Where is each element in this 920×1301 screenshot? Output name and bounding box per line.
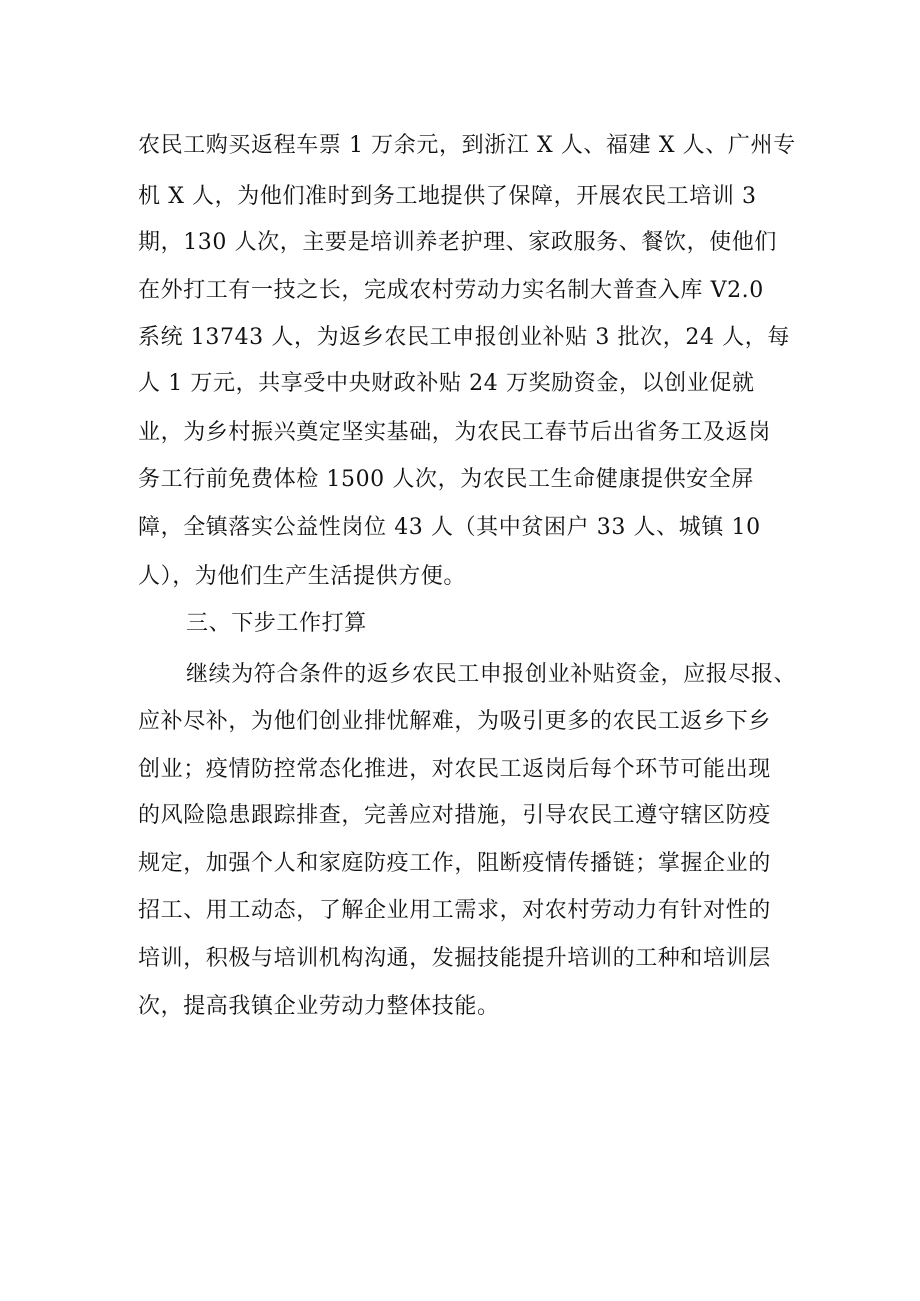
paragraph-line: 应补尽补，为他们创业排忧解难，为吸引更多的农民工返乡下乡 [138, 709, 771, 734]
paragraph-line: 创业；疫情防控常态化推进，对农民工返岗后每个环节可能出现 [138, 757, 771, 782]
paragraph-line: 机 X 人，为他们准时到务工地提供了保障，开展农民工培训 3 [138, 184, 757, 209]
section-heading: 三、下步工作打算 [186, 611, 367, 636]
paragraph-line: 期，130 人次，主要是培训养老护理、家政服务、餐饮，使他们 [138, 230, 777, 255]
paragraph-line: 规定，加强个人和家庭防疫工作，阻断疫情传播链；掌握企业的 [138, 851, 771, 876]
paragraph-line: 务工行前免费体检 1500 人次，为农民工生命健康提供安全屏 [138, 467, 754, 492]
paragraph-line: 人 1 万元，共享受中央财政补贴 24 万奖励资金，以创业促就 [138, 371, 755, 396]
paragraph-line: 系统 13743 人，为返乡农民工申报创业补贴 3 批次，24 人，每 [138, 325, 790, 350]
paragraph-line: 培训，积极与培训机构沟通，发掘技能提升培训的工种和培训层 [138, 946, 771, 971]
paragraph-line: 在外打工有一技之长，完成农村劳动力实名制大普查入库 V2.0 [138, 278, 764, 303]
paragraph-line: 农民工购买返程车票 1 万余元，到浙江 X 人、福建 X 人、广州专 [138, 133, 796, 158]
paragraph-line: 招工、用工动态，了解企业用工需求，对农村劳动力有针对性的 [138, 898, 771, 923]
paragraph-line: 的风险隐患跟踪排查，完善应对措施，引导农民工遵守辖区防疫 [138, 803, 771, 828]
paragraph-line: 继续为符合条件的返乡农民工申报创业补贴资金，应报尽报、 [186, 662, 797, 687]
paragraph-line: 人），为他们生产生活提供方便。 [138, 564, 467, 589]
paragraph-line: 次，提高我镇企业劳动力整体技能。 [138, 994, 500, 1019]
paragraph-line: 障，全镇落实公益性岗位 43 人（其中贫困户 33 人、城镇 10 [138, 515, 761, 540]
paragraph-line: 业，为乡村振兴奠定坚实基础，为农民工春节后出省务工及返岗 [138, 420, 771, 445]
